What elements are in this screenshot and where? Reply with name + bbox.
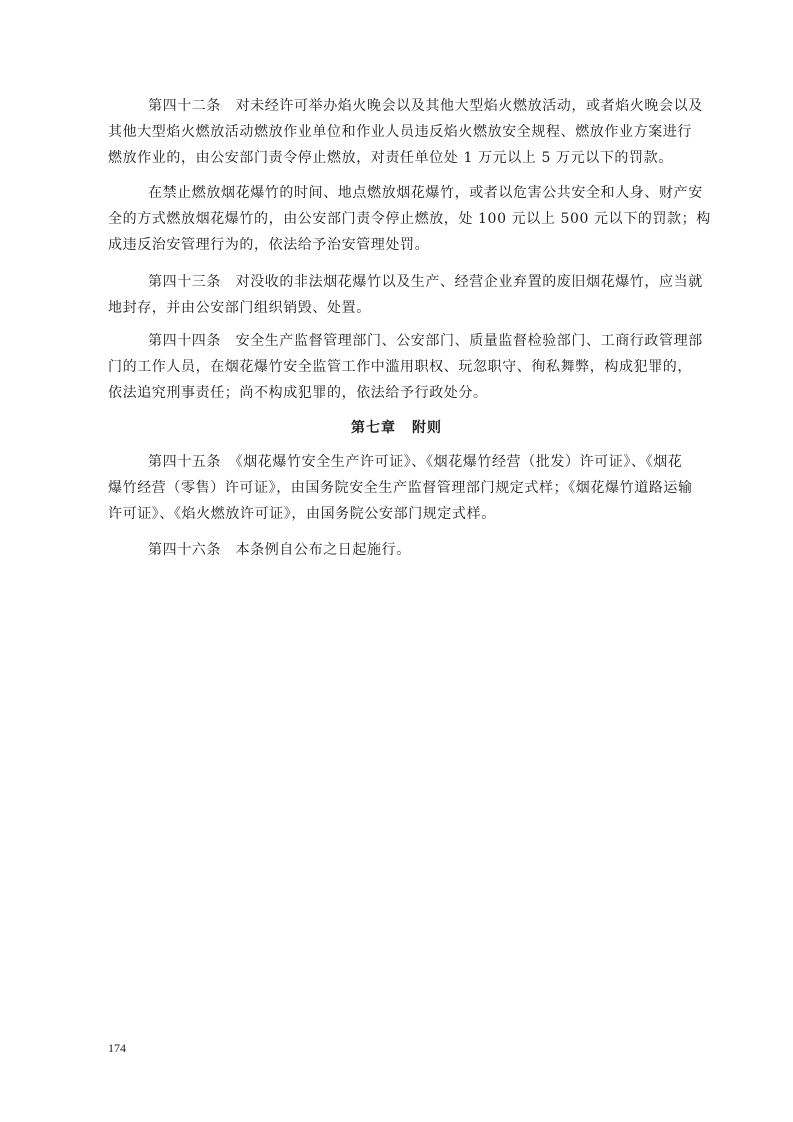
text-line: 门的工作人员，在烟花爆竹安全监管工作中滥用职权、玩忽职守、徇私舞弊，构成犯罪的，: [108, 359, 692, 375]
text-line: 成违反治安管理行为的，依法给予治安管理处罚。: [108, 237, 430, 253]
text-line: 燃放作业的，由公安部门责令停止燃放，对责任单位处 1 万元以上 5 万元以下的罚款。: [108, 150, 673, 166]
text-line: 其他大型焰火燃放活动燃放作业单位和作业人员违反焰火燃放安全规程、燃放作业方案进行: [108, 124, 692, 140]
page-number: 174: [108, 1041, 126, 1055]
text-line: 在禁止燃放烟花爆竹的时间、地点燃放烟花爆竹，或者以危害公共安全和人身、财产安: [148, 185, 703, 201]
text-line: 第四十四条 安全生产监督管理部门、公安部门、质量监督检验部门、工商行政管理部: [148, 333, 703, 349]
article-46-paragraph: [108, 537, 686, 563]
text-line: 依法追究刑事责任；尚不构成犯罪的，依法给予行政处分。: [108, 385, 488, 401]
chapter-heading: [0, 417, 793, 437]
article-45-paragraph: [108, 449, 693, 527]
article-42-second-paragraph: [108, 180, 711, 258]
text-line: 全的方式燃放烟花爆竹的，由公安部门责令停止燃放，处 100 元以上 500 元以下的罚款；构: [108, 211, 711, 227]
text-line: 爆竹经营（零售）许可证》，由国务院安全生产监督管理部门规定式样；《烟花爆竹道路运输: [108, 480, 693, 496]
article-44-paragraph: [108, 328, 703, 406]
text-line: 第四十六条 本条例自公布之日起施行。: [148, 542, 411, 558]
chapter-title: 附则: [412, 420, 442, 436]
chapter-number: 第七章: [351, 420, 396, 436]
text-line: 地封存，并由公安部门组织销毁、处置。: [108, 300, 371, 316]
text-line: 许可证》、《焰火燃放许可证》，由国务院公安部门规定式样。: [108, 506, 496, 522]
article-43-paragraph: [108, 269, 703, 321]
article-42-paragraph: [108, 93, 703, 171]
text-line: 第四十三条 对没收的非法烟花爆竹以及生产、经营企业弃置的废旧烟花爆竹，应当就: [148, 274, 703, 290]
text-line: 第四十二条 对未经许可举办焰火晚会以及其他大型焰火燃放活动，或者焰火晚会以及: [148, 98, 703, 114]
text-line: 第四十五条 《烟花爆竹安全生产许可证》、《烟花爆竹经营（批发）许可证》、《烟花: [148, 454, 683, 470]
